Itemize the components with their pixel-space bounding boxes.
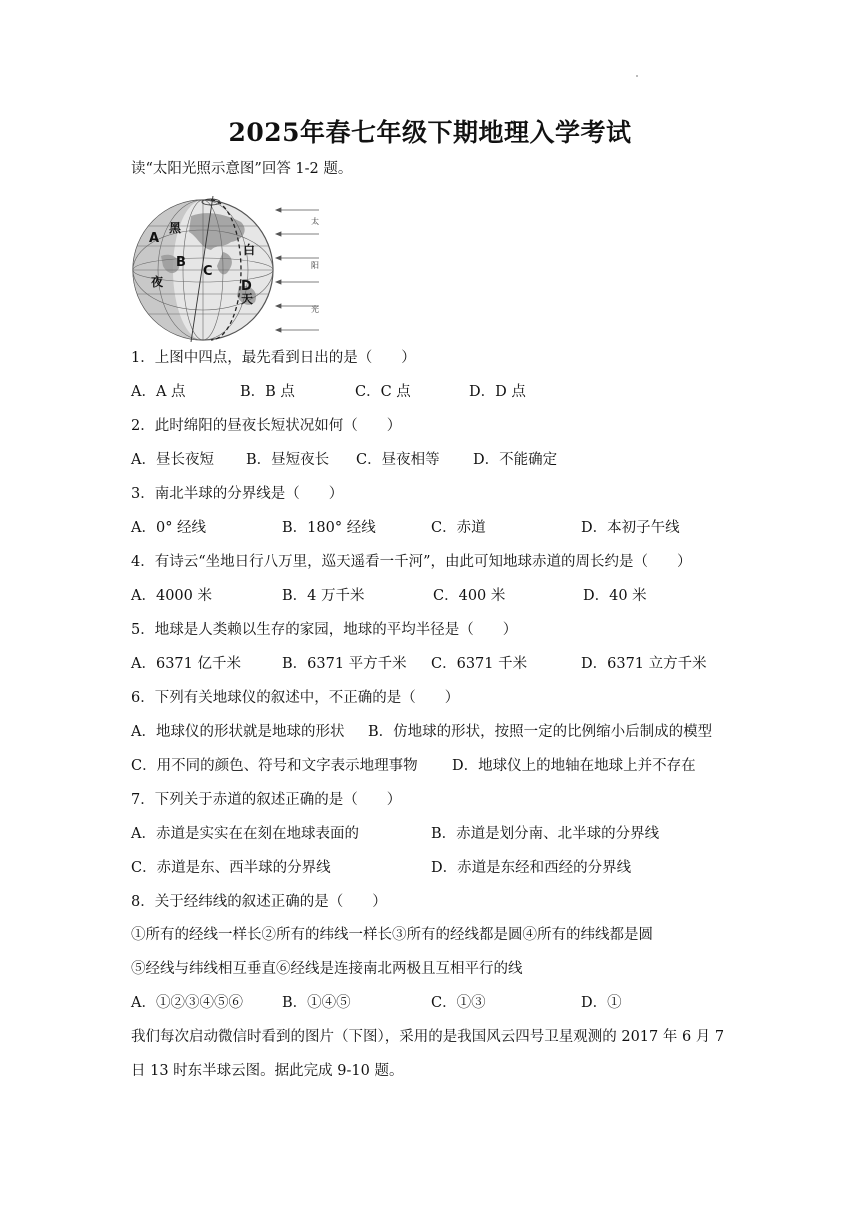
q5-option-a: A．6371 亿千米 — [131, 656, 241, 672]
q7-option-d: D．赤道是东经和西经的分界线 — [431, 860, 632, 876]
q3-option-c: C．赤道 — [431, 520, 486, 536]
q6-option-c: C．用不同的颜色、符号和文字表示地理事物 — [131, 758, 418, 774]
closing-line-2: 日 13 时东半球云图。据此完成 9-10 题。 — [131, 1063, 404, 1079]
q7-option-b: B．赤道是划分南、北半球的分界线 — [431, 826, 660, 842]
label-C: C — [203, 264, 213, 279]
q2-stem: 2．此时绵阳的昼夜长短状况如何（ ） — [131, 418, 402, 434]
q1-option-b: B．B 点 — [240, 384, 295, 400]
q4-option-a: A．4000 米 — [131, 588, 212, 604]
q1-option-c: C．C 点 — [355, 384, 411, 400]
q2-option-b: B．昼短夜长 — [246, 452, 330, 468]
label-A: A — [149, 231, 160, 246]
q3-option-d: D．本初子午线 — [581, 520, 680, 536]
q5-option-c: C．6371 千米 — [431, 656, 528, 672]
q1-stem: 1．上图中四点，最先看到日出的是（ ） — [131, 350, 416, 366]
q8-statements-1: ①所有的经线一样长②所有的纬线一样长③所有的经线都是圆④所有的纬线都是圆 — [131, 927, 653, 943]
q6-stem: 6．下列有关地球仪的叙述中，不正确的是（ ） — [131, 690, 460, 706]
label-hei: 黑 — [169, 221, 182, 235]
q8-statements-2: ⑤经线与纬线相互垂直⑥经线是连接南北两极且互相平行的线 — [131, 961, 523, 977]
q4-option-b: B．4 万千米 — [282, 588, 365, 604]
sunlight-diagram — [131, 196, 321, 342]
q7-option-c: C．赤道是东、西半球的分界线 — [131, 860, 331, 876]
q8-option-d: D．① — [581, 995, 622, 1011]
sun-label-2: 阳 — [311, 261, 319, 270]
q5-option-d: D．6371 立方千米 — [581, 656, 707, 672]
intro-text: 读“太阳光照示意图”回答 1-2 题。 — [131, 161, 353, 177]
q6-option-a: A．地球仪的形状就是地球的形状 — [131, 724, 345, 740]
label-bai: 白 — [243, 243, 256, 257]
q6-option-b: B．仿地球的形状，按照一定的比例缩小后制成的模型 — [368, 724, 713, 740]
q5-option-b: B．6371 平方千米 — [282, 656, 407, 672]
q2-option-d: D．不能确定 — [473, 452, 558, 468]
q4-option-d: D．40 米 — [583, 588, 647, 604]
sun-label-3: 光 — [311, 305, 319, 314]
label-ye: 夜 — [151, 275, 164, 289]
q4-option-c: C．400 米 — [433, 588, 506, 604]
q3-option-a: A．0° 经线 — [131, 520, 207, 536]
label-B: B — [176, 255, 186, 270]
q2-option-a: A．昼长夜短 — [131, 452, 214, 468]
q8-stem: 8．关于经纬线的叙述正确的是（ ） — [131, 894, 387, 910]
q3-option-b: B．180° 经线 — [282, 520, 376, 536]
q1-option-d: D．D 点 — [469, 384, 526, 400]
label-tian: 天 — [241, 292, 254, 306]
q5-stem: 5．地球是人类赖以生存的家园，地球的平均半径是（ ） — [131, 622, 518, 638]
q4-stem: 4．有诗云“坐地日行八万里，巡天遥看一千河”，由此可知地球赤道的周长约是（ ） — [131, 554, 692, 570]
q2-option-c: C．昼夜相等 — [356, 452, 440, 468]
closing-line-1: 我们每次启动微信时看到的图片（下图），采用的是我国风云四号卫星观测的 2017 年 6 月 7 — [131, 1029, 725, 1045]
q7-stem: 7．下列关于赤道的叙述正确的是（ ） — [131, 792, 402, 808]
q3-stem: 3．南北半球的分界线是（ ） — [131, 486, 344, 502]
q6-option-d: D．地球仪上的地轴在地球上并不存在 — [452, 758, 696, 774]
sun-label-1: 太 — [311, 217, 319, 226]
q8-option-b: B．①④⑤ — [282, 995, 351, 1011]
q8-option-c: C．①③ — [431, 995, 486, 1011]
q8-option-a: A．①②③④⑤⑥ — [131, 995, 243, 1011]
label-D: D — [241, 279, 252, 294]
page-title: 2025年春七年级下期地理入学考试 — [228, 118, 632, 147]
speck — [636, 75, 638, 77]
q7-option-a: A．赤道是实实在在刻在地球表面的 — [131, 826, 359, 842]
q1-option-a: A．A 点 — [131, 384, 186, 400]
